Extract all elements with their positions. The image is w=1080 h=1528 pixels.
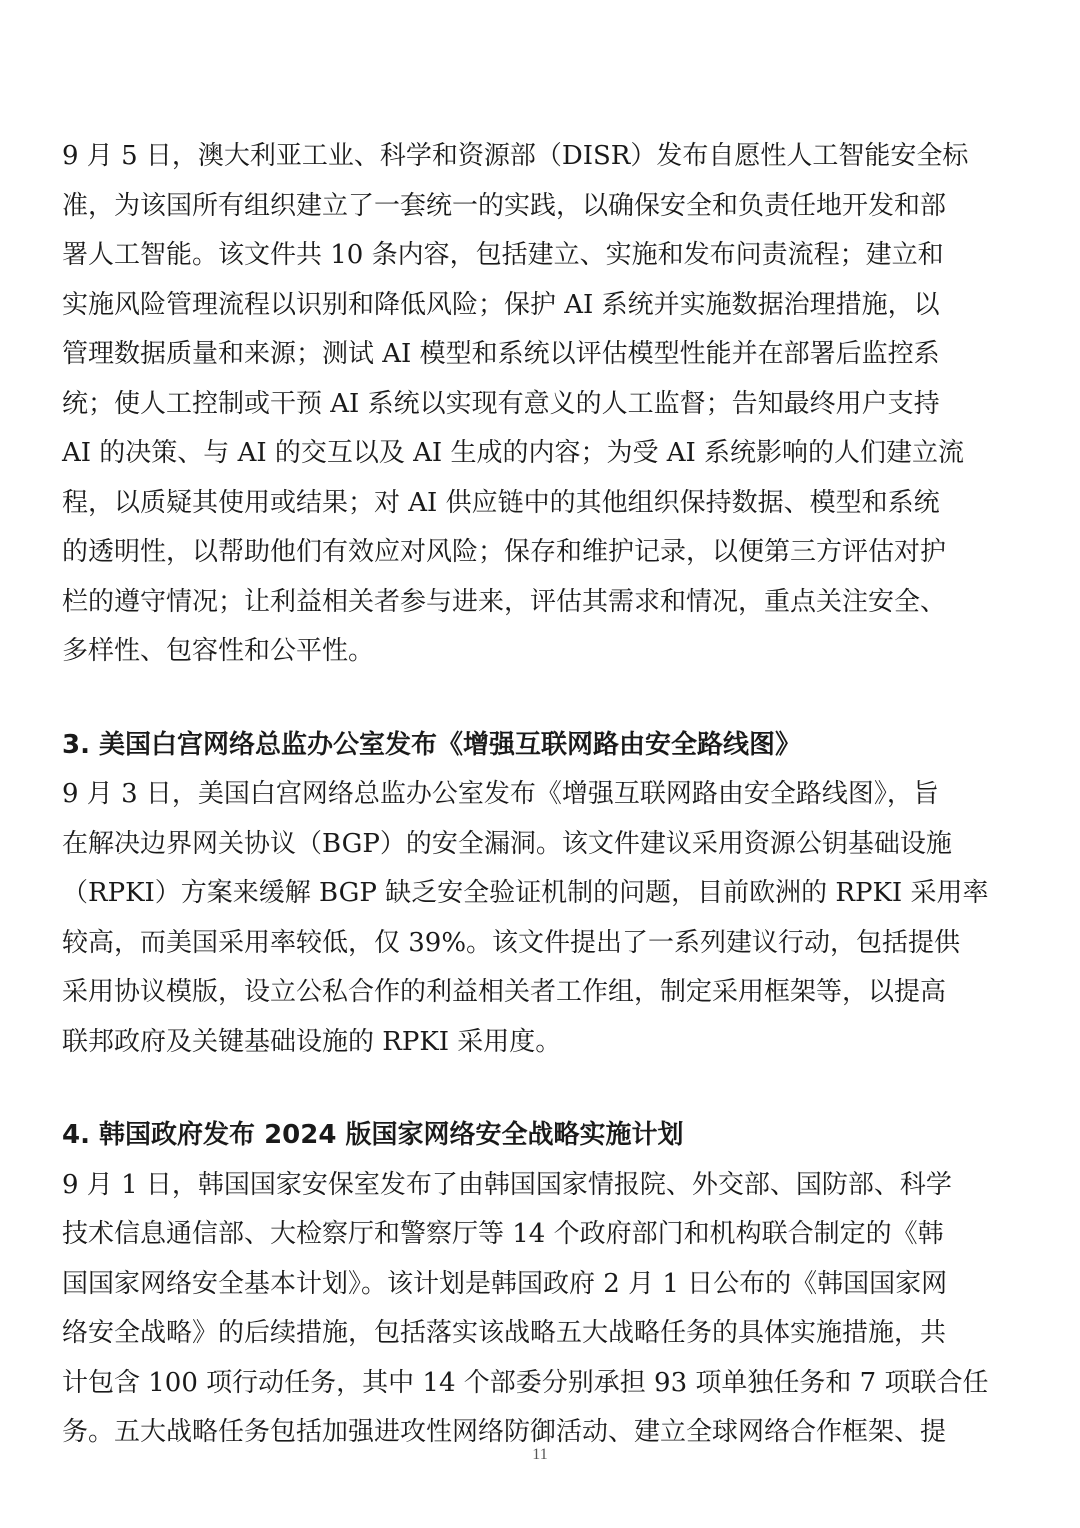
- paragraph-line: 9 月 1 日，韩国国家安保室发布了由韩国国家情报院、外交部、国防部、科学: [62, 1169, 952, 1200]
- paragraph-line: 较高，而美国采用率较低，仅 39%。该文件提出了一系列建议行动，包括提供: [62, 927, 961, 958]
- section-3-paragraph: [62, 770, 992, 1067]
- intro-paragraph: [62, 132, 992, 677]
- paragraph-line: （RPKI）方案来缓解 BGP 缺乏安全验证机制的问题，目前欧洲的 RPKI 采用率: [62, 878, 989, 908]
- section-3-heading: 3. 美国白宫网络总监办公室发布《增强互联网路由安全路线图》: [62, 729, 802, 760]
- paragraph-line: 采用协议模版，设立公私合作的利益相关者工作组，制定采用框架等，以提高: [62, 977, 947, 1007]
- paragraph-line: 管理数据质量和来源；测试 AI 模型和系统以评估模型性能并在部署后监控系: [62, 339, 940, 369]
- section-4-heading: 4. 韩国政府发布 2024 版国家网络安全战略实施计划: [62, 1120, 684, 1150]
- paragraph-line: 9 月 5 日，澳大利亚工业、科学和资源部（DISR）发布自愿性人工智能安全标: [62, 141, 969, 171]
- section-spacer: [62, 677, 992, 721]
- paragraph-line: 准，为该国所有组织建立了一套统一的实践，以确保安全和负责任地开发和部: [62, 190, 947, 221]
- paragraph-line: 在解决边界网关协议（BGP）的安全漏洞。该文件建议采用资源公钥基础设施: [62, 828, 952, 859]
- section-4-paragraph: [62, 1161, 992, 1458]
- paragraph-line: 署人工智能。该文件共 10 条内容，包括建立、实施和发布问责流程；建立和: [62, 240, 944, 270]
- paragraph-line: AI 的决策、与 AI 的交互以及 AI 生成的内容；为受 AI 系统影响的人们建立流: [62, 438, 965, 468]
- paragraph-line: 实施风险管理流程以识别和降低风险；保护 AI 系统并实施数据治理措施，以: [62, 289, 940, 320]
- paragraph-line: 多样性、包容性和公平性。: [62, 636, 375, 666]
- paragraph-line: 国国家网络安全基本计划》。该计划是韩国政府 2 月 1 日公布的《韩国国家网: [62, 1268, 948, 1299]
- paragraph-line: 9 月 3 日，美国白宫网络总监办公室发布《增强互联网路由安全路线图》，旨: [62, 779, 939, 809]
- paragraph-line: 的透明性，以帮助他们有效应对风险；保存和维护记录，以便第三方评估对护: [62, 537, 947, 567]
- paragraph-line: 技术信息通信部、大检察厅和警察厅等 14 个政府部门和机构联合制定的《韩: [62, 1219, 944, 1249]
- document-body: [62, 132, 992, 1458]
- section-spacer: [62, 1067, 992, 1111]
- paragraph-line: 络安全战略》的后续措施，包括落实该战略五大战略任务的具体实施措施，共: [62, 1318, 947, 1348]
- paragraph-line: 统；使人工控制或干预 AI 系统以实现有意义的人工监督；告知最终用户支持: [62, 388, 940, 419]
- paragraph-line: 栏的遵守情况；让利益相关者参与进来，评估其需求和情况，重点关注安全、: [62, 586, 947, 617]
- paragraph-line: 程，以质疑其使用或结果；对 AI 供应链中的其他组织保持数据、模型和系统: [62, 487, 940, 518]
- paragraph-line: 务。五大战略任务包括加强进攻性网络防御活动、建立全球网络合作框架、提: [62, 1417, 947, 1447]
- paragraph-line: 计包含 100 项行动任务，其中 14 个部委分别承担 93 项单独任务和 7 项联合任: [62, 1367, 989, 1398]
- page-number: 11: [532, 1446, 548, 1463]
- paragraph-line: 联邦政府及关键基础设施的 RPKI 采用度。: [62, 1026, 562, 1057]
